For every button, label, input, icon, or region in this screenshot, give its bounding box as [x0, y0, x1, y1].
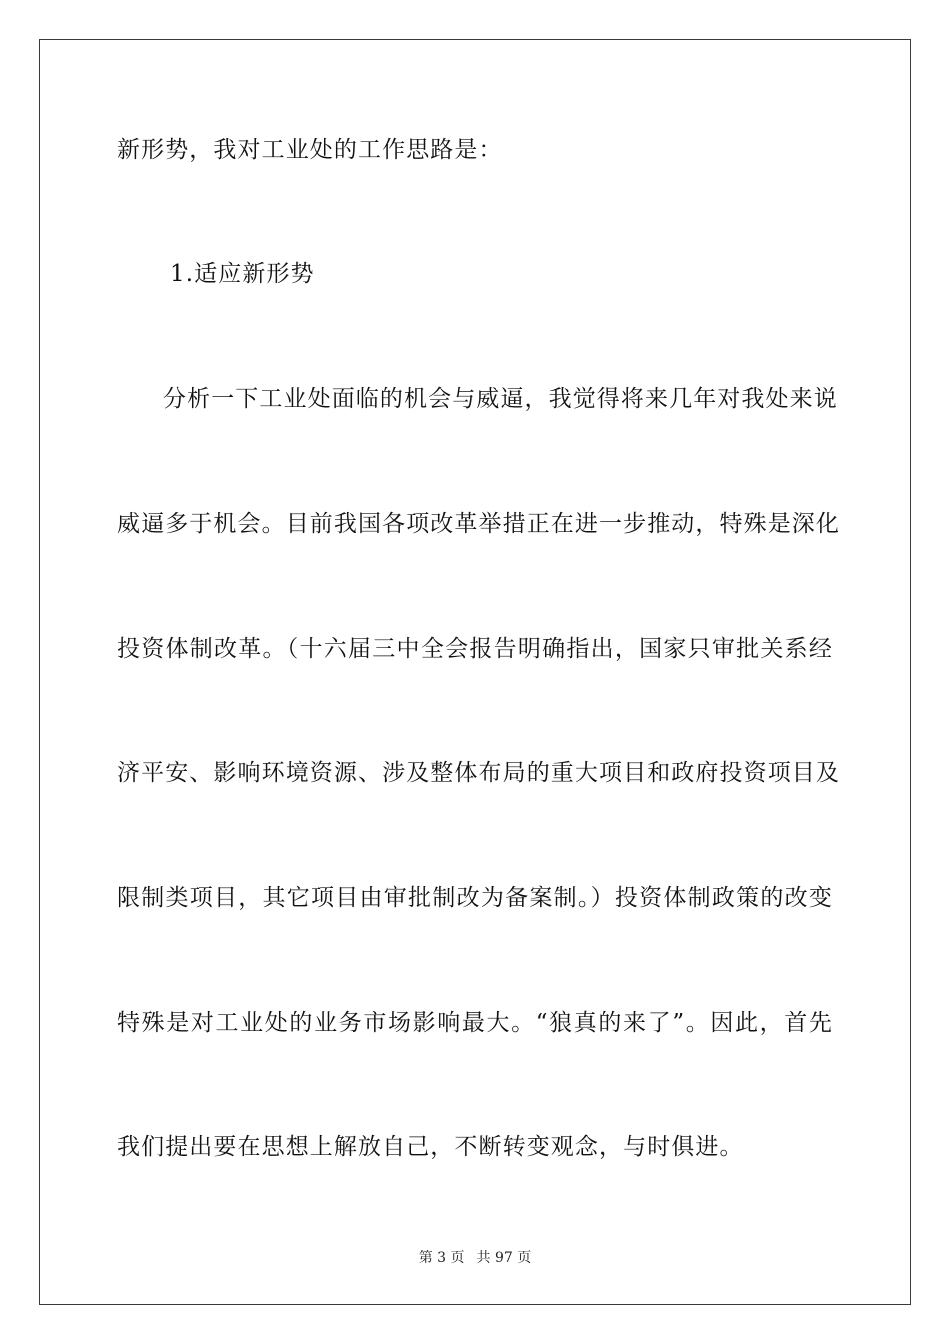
paragraph-line-1: 分析一下工业处面临的机会与威逼，我觉得将来几年对我处来说	[163, 386, 838, 412]
page-number: 第 3 页	[418, 1250, 465, 1266]
section-heading: 1.适应新形势	[170, 261, 315, 287]
paragraph-line-2: 威逼多于机会。目前我国各项改革举措正在进一步推动，特殊是深化	[117, 511, 840, 537]
paragraph-line-4: 济平安、影响环境资源、涉及整体布局的重大项目和政府投资项目及	[117, 760, 840, 786]
total-pages: 共 97 页	[476, 1250, 532, 1266]
page-border	[39, 39, 911, 1305]
paragraph-line-5: 限制类项目，其它项目由审批制改为备案制。）投资体制政策的改变	[117, 885, 833, 911]
paragraph-line-3: 投资体制改革。（十六届三中全会报告明确指出，国家只审批关系经	[117, 636, 833, 662]
page-footer	[0, 1247, 950, 1267]
paragraph-line-7: 我们提出要在思想上解放自己，不断转变观念，与时俱进。	[117, 1134, 744, 1160]
paragraph-line-6: 特殊是对工业处的业务市场影响最大。“狼真的来了”。因此，首先	[117, 1010, 833, 1036]
text-line-1: 新形势，我对工业处的工作思路是：	[117, 137, 503, 163]
